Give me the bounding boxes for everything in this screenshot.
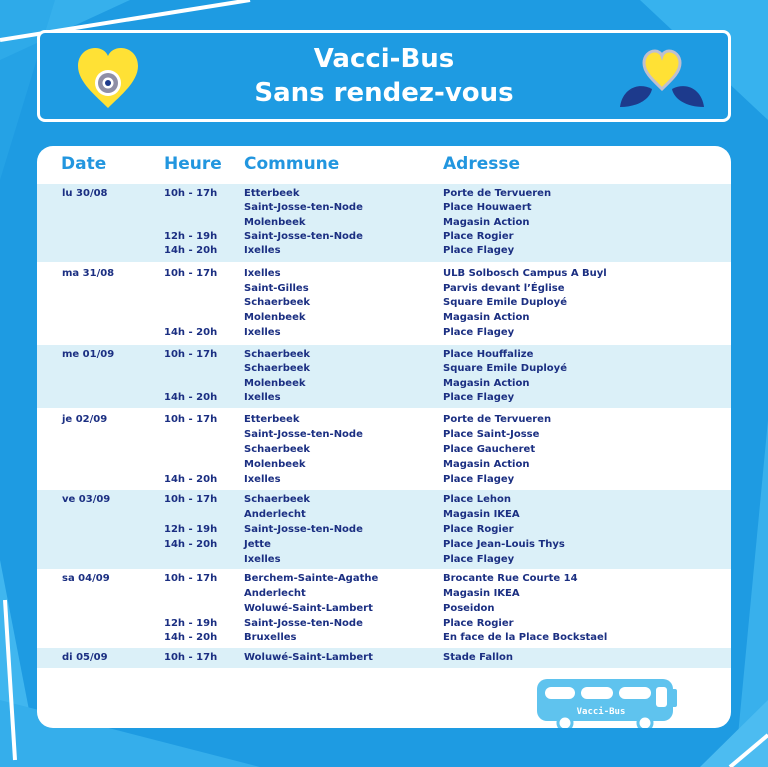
table-row <box>37 630 731 645</box>
adresse-cell: Place Flagey <box>443 392 515 403</box>
table-row <box>37 200 731 215</box>
heure-cell: 14h - 20h <box>164 474 218 485</box>
adresse-cell: Place Gaucheret <box>443 444 536 455</box>
adresse-cell: Place Jean-Louis Thys <box>443 539 565 550</box>
page-title-line1: Vacci-Bus <box>313 44 455 74</box>
table-row <box>37 442 731 457</box>
adresse-cell: Place Houwaert <box>443 202 532 213</box>
adresse-cell: Place Rogier <box>443 231 514 242</box>
adresse-cell: En face de la Place Bockstael <box>443 632 608 643</box>
adresse-cell: Place Rogier <box>443 524 514 535</box>
commune-cell: Ixelles <box>244 474 281 485</box>
adresse-cell: Magasin Action <box>443 378 530 389</box>
day-group <box>37 184 731 262</box>
heure-cell: 10h - 17h <box>164 494 218 505</box>
adresse-cell: Magasin Action <box>443 312 530 323</box>
commune-cell: Schaerbeek <box>244 444 311 455</box>
table-row <box>37 361 731 376</box>
commune-cell: Ixelles <box>244 245 281 256</box>
bus-icon <box>535 673 680 728</box>
column-header-date: Date <box>61 154 107 174</box>
table-row <box>37 492 731 507</box>
adresse-cell: Magasin Action <box>443 459 530 470</box>
bus-label: Vacci-Bus <box>576 707 626 717</box>
commune-cell: Woluwé-Saint-Lambert <box>244 652 373 663</box>
table-row <box>37 310 731 325</box>
commune-cell: Schaerbeek <box>244 494 311 505</box>
commune-cell: Ixelles <box>244 554 281 565</box>
table-row <box>37 457 731 472</box>
heure-cell: 14h - 20h <box>164 632 218 643</box>
adresse-cell: Place Houffalize <box>443 349 534 360</box>
adresse-cell: Place Flagey <box>443 554 515 565</box>
adresse-cell: Place Flagey <box>443 327 515 338</box>
commune-cell: Etterbeek <box>244 414 300 425</box>
table-row <box>37 229 731 244</box>
table-row <box>37 616 731 631</box>
table-row <box>37 427 731 442</box>
table-row <box>37 552 731 567</box>
day-group <box>37 409 731 489</box>
adresse-cell: ULB Solbosch Campus A Buyl <box>443 268 607 279</box>
commune-cell: Saint-Josse-ten-Node <box>244 231 363 242</box>
table-row <box>37 376 731 391</box>
adresse-cell: Magasin Action <box>443 217 530 228</box>
schedule-table <box>37 146 731 728</box>
adresse-cell: Place Saint-Josse <box>443 429 540 440</box>
table-row <box>37 586 731 601</box>
date-cell: lu 30/08 <box>62 188 108 199</box>
commune-cell: Etterbeek <box>244 188 300 199</box>
table-row <box>37 412 731 427</box>
adresse-cell: Place Rogier <box>443 618 514 629</box>
adresse-cell: Porte de Tervueren <box>443 188 552 199</box>
table-row <box>37 507 731 522</box>
table-row <box>37 281 731 296</box>
commune-cell: Bruxelles <box>244 632 297 643</box>
table-row <box>37 650 731 665</box>
commune-cell: Molenbeek <box>244 312 306 323</box>
commune-cell: Schaerbeek <box>244 349 311 360</box>
day-group <box>37 345 731 408</box>
adresse-cell: Brocante Rue Courte 14 <box>443 573 578 584</box>
commune-cell: Jette <box>244 539 271 550</box>
table-row <box>37 472 731 487</box>
adresse-cell: Place Flagey <box>443 474 515 485</box>
heure-cell: 14h - 20h <box>164 245 218 256</box>
adresse-cell: Place Flagey <box>443 245 515 256</box>
table-row <box>37 295 731 310</box>
heure-cell: 14h - 20h <box>164 327 218 338</box>
date-cell: ve 03/09 <box>62 494 111 505</box>
table-row <box>37 571 731 586</box>
commune-cell: Anderlecht <box>244 588 306 599</box>
table-row <box>37 215 731 230</box>
adresse-cell: Place Lehon <box>443 494 511 505</box>
commune-cell: Schaerbeek <box>244 297 311 308</box>
table-row <box>37 325 731 340</box>
heure-cell: 12h - 19h <box>164 618 218 629</box>
adresse-cell: Stade Fallon <box>443 652 513 663</box>
commune-cell: Molenbeek <box>244 378 306 389</box>
heure-cell: 12h - 19h <box>164 231 218 242</box>
date-cell: je 02/09 <box>62 414 108 425</box>
commune-cell: Ixelles <box>244 327 281 338</box>
commune-cell: Molenbeek <box>244 217 306 228</box>
adresse-cell: Parvis devant l’Église <box>443 283 565 294</box>
adresse-cell: Porte de Tervueren <box>443 414 552 425</box>
table-row <box>37 522 731 537</box>
date-cell: sa 04/09 <box>62 573 110 584</box>
day-group <box>37 648 731 668</box>
column-header-adresse: Adresse <box>443 154 521 174</box>
adresse-cell: Square Emile Duployé <box>443 297 567 308</box>
adresse-cell: Poseidon <box>443 603 495 614</box>
heure-cell: 10h - 17h <box>164 414 218 425</box>
adresse-cell: Magasin IKEA <box>443 588 520 599</box>
day-group <box>37 570 731 647</box>
page-title-line2: Sans rendez-vous <box>254 78 514 108</box>
commune-cell: Schaerbeek <box>244 363 311 374</box>
day-group <box>37 263 731 344</box>
adresse-cell: Square Emile Duployé <box>443 363 567 374</box>
brussels-iris-heart-logo-icon <box>616 45 708 109</box>
commune-cell: Saint-Josse-ten-Node <box>244 429 363 440</box>
table-row <box>37 390 731 405</box>
table-row <box>37 243 731 258</box>
column-header-heure: Heure <box>164 154 222 174</box>
commune-cell: Saint-Josse-ten-Node <box>244 618 363 629</box>
adresse-cell: Magasin IKEA <box>443 509 520 520</box>
heure-cell: 14h - 20h <box>164 392 218 403</box>
date-cell: ma 31/08 <box>62 268 115 279</box>
heure-cell: 10h - 17h <box>164 268 218 279</box>
commune-cell: Molenbeek <box>244 459 306 470</box>
table-row <box>37 601 731 616</box>
heure-cell: 10h - 17h <box>164 652 218 663</box>
heure-cell: 10h - 17h <box>164 349 218 360</box>
commune-cell: Saint-Josse-ten-Node <box>244 202 363 213</box>
table-row <box>37 537 731 552</box>
commune-cell: Ixelles <box>244 268 281 279</box>
commune-cell: Saint-Josse-ten-Node <box>244 524 363 535</box>
table-row <box>37 266 731 281</box>
commune-cell: Ixelles <box>244 392 281 403</box>
day-group <box>37 490 731 569</box>
table-row <box>37 347 731 362</box>
heure-cell: 12h - 19h <box>164 524 218 535</box>
heure-cell: 14h - 20h <box>164 539 218 550</box>
commune-cell: Berchem-Sainte-Agathe <box>244 573 379 584</box>
header-banner <box>37 30 731 122</box>
date-cell: di 05/09 <box>62 652 108 663</box>
heure-cell: 10h - 17h <box>164 188 218 199</box>
commune-cell: Saint-Gilles <box>244 283 309 294</box>
commune-cell: Anderlecht <box>244 509 306 520</box>
table-row <box>37 186 731 201</box>
commune-cell: Woluwé-Saint-Lambert <box>244 603 373 614</box>
column-header-commune: Commune <box>244 154 340 174</box>
date-cell: me 01/09 <box>62 349 115 360</box>
heure-cell: 10h - 17h <box>164 573 218 584</box>
